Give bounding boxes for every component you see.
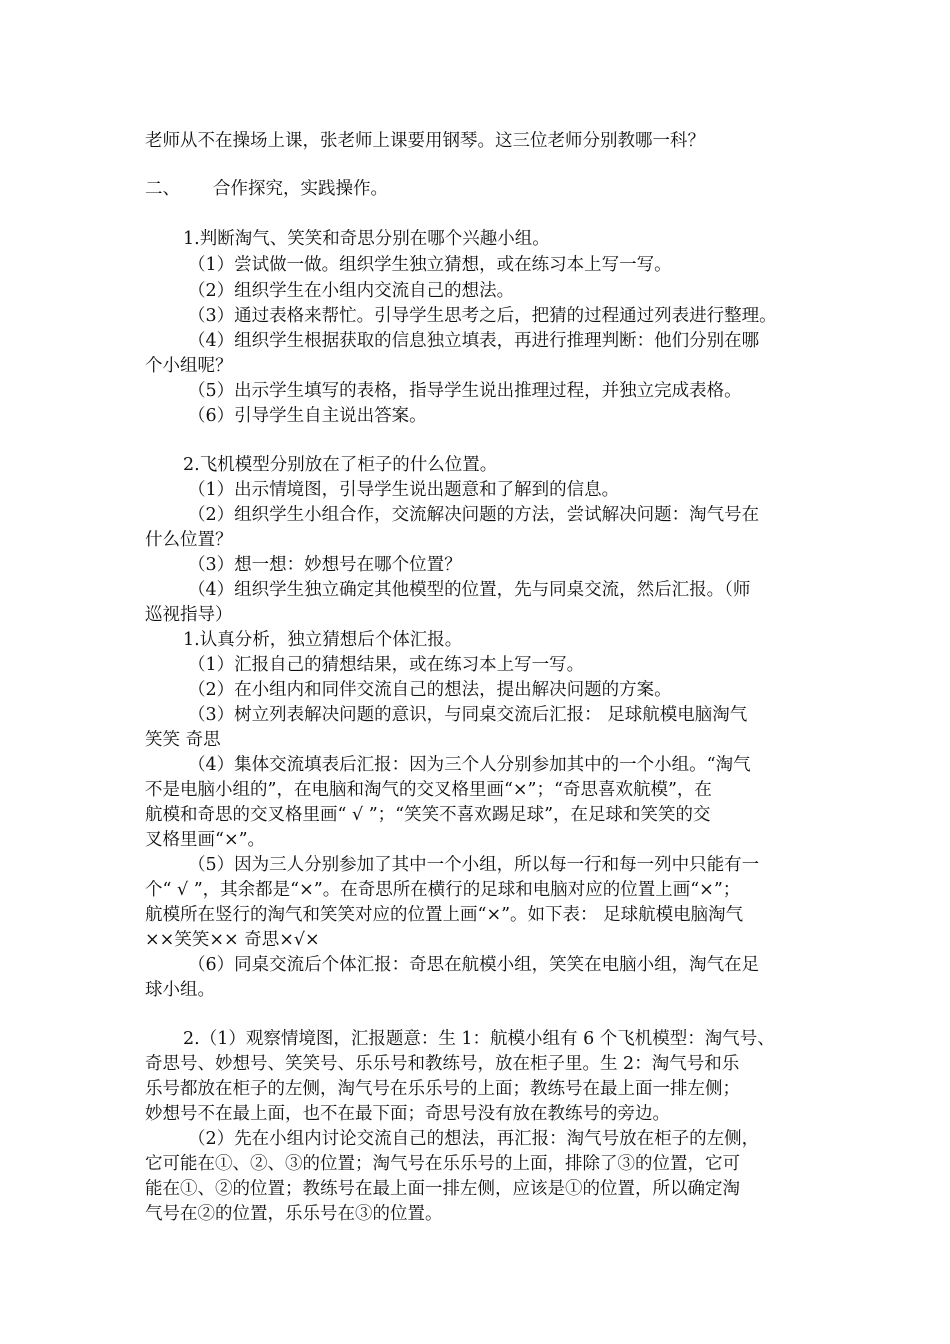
paragraph-line: 航模和奇思的交叉格里画“ √ ”；“笑笑不喜欢踢足球”，在足球和笑笑的交 xyxy=(145,805,711,825)
paragraph-line: 个小组呢？ xyxy=(145,356,233,376)
paragraph-line: （4）集体交流填表后汇报：因为三个人分别参加其中的一个小组。“淘气 xyxy=(188,755,751,775)
section-number: 二、 xyxy=(145,179,180,199)
subheading-line: 2.（1）观察情境图，汇报题意：生 1：航模小组有 6 个飞机模型：淘气号、 xyxy=(183,1029,775,1049)
paragraph-line: （5）出示学生填写的表格，指导学生说出推理过程，并独立完成表格。 xyxy=(188,381,742,401)
subheading-line: 1.认真分析，独立猜想后个体汇报。 xyxy=(183,630,463,650)
paragraph-line: 什么位置？ xyxy=(145,530,233,550)
paragraph-line: 它可能在①、②、③的位置；淘气号在乐乐号的上面，排除了③的位置，它可 xyxy=(145,1154,740,1174)
paragraph-line: （2）组织学生在小组内交流自己的想法。 xyxy=(188,281,515,301)
section-heading: 合作探究，实践操作。 xyxy=(213,179,388,199)
paragraph-line: （1）汇报自己的猜想结果，或在练习本上写一写。 xyxy=(188,655,585,675)
paragraph-line: 航模所在竖行的淘气和笑笑对应的位置上画“×”。如下表： 足球航模电脑淘气 xyxy=(145,905,744,925)
paragraph-line: 老师从不在操场上课，张老师上课要用钢琴。这三位老师分别教哪一科？ xyxy=(145,131,705,151)
paragraph-line: ××笑笑×× 奇思×√× xyxy=(145,930,320,950)
paragraph-line: 笑笑 奇思 xyxy=(145,730,221,750)
paragraph-line: （6）同桌交流后个体汇报：奇思在航模小组，笑笑在电脑小组，淘气在足 xyxy=(188,955,760,975)
paragraph-line: 妙想号不在最上面，也不在最下面；奇思号没有放在教练号的旁边。 xyxy=(145,1104,670,1124)
paragraph-line: 乐号都放在柜子的左侧，淘气号在乐乐号的上面；教练号在最上面一排左侧； xyxy=(145,1079,740,1099)
paragraph-line: 个“ √ ”，其余都是“×”。在奇思所在横行的足球和电脑对应的位置上画“×”； xyxy=(145,880,741,900)
paragraph-line: （2）在小组内和同伴交流自己的想法，提出解决问题的方案。 xyxy=(188,680,672,700)
paragraph-line: （4）组织学生根据获取的信息独立填表，再进行推理判断：他们分别在哪 xyxy=(188,331,760,351)
paragraph-line: （5）因为三人分别参加了其中一个小组，所以每一行和每一列中只能有一 xyxy=(188,855,760,875)
paragraph-line: （2）组织学生小组合作，交流解决问题的方法，尝试解决问题：淘气号在 xyxy=(188,505,760,525)
paragraph-line: （1）尝试做一做。组织学生独立猜想，或在练习本上写一写。 xyxy=(188,255,672,275)
paragraph-line: （1）出示情境图，引导学生说出题意和了解到的信息。 xyxy=(188,480,620,500)
paragraph-line: 叉格里画“×”。 xyxy=(145,830,266,850)
paragraph-line: 不是电脑小组的”，在电脑和淘气的交叉格里画“×”；“奇思喜欢航模”，在 xyxy=(145,780,712,800)
subheading-line: 1.判断淘气、笑笑和奇思分别在哪个兴趣小组。 xyxy=(183,229,550,249)
paragraph-line: （2）先在小组内讨论交流自己的想法，再汇报：淘气号放在柜子的左侧， xyxy=(188,1129,760,1149)
paragraph-line: 能在①、②的位置；教练号在最上面一排左侧，应该是①的位置，所以确定淘 xyxy=(145,1179,740,1199)
paragraph-line: （6）引导学生自主说出答案。 xyxy=(188,406,427,426)
paragraph-line: 巡视指导） xyxy=(145,605,233,625)
paragraph-line: （3）通过表格来帮忙。引导学生思考之后，把猜的过程通过列表进行整理。 xyxy=(188,306,777,326)
paragraph-line: 气号在②的位置，乐乐号在③的位置。 xyxy=(145,1204,443,1224)
paragraph-line: （3）想一想：妙想号在哪个位置？ xyxy=(188,555,462,575)
paragraph-line: 奇思号、妙想号、笑笑号、乐乐号和教练号，放在柜子里。生 2：淘气号和乐 xyxy=(145,1054,740,1074)
subheading-line: 2.飞机模型分别放在了柜子的什么位置。 xyxy=(183,455,498,475)
paragraph-line: （3）树立列表解决问题的意识，与同桌交流后汇报： 足球航模电脑淘气 xyxy=(188,705,748,725)
paragraph-line: 球小组。 xyxy=(145,980,215,1000)
paragraph-line: （4）组织学生独立确定其他模型的位置，先与同桌交流，然后汇报。（师 xyxy=(188,580,751,600)
